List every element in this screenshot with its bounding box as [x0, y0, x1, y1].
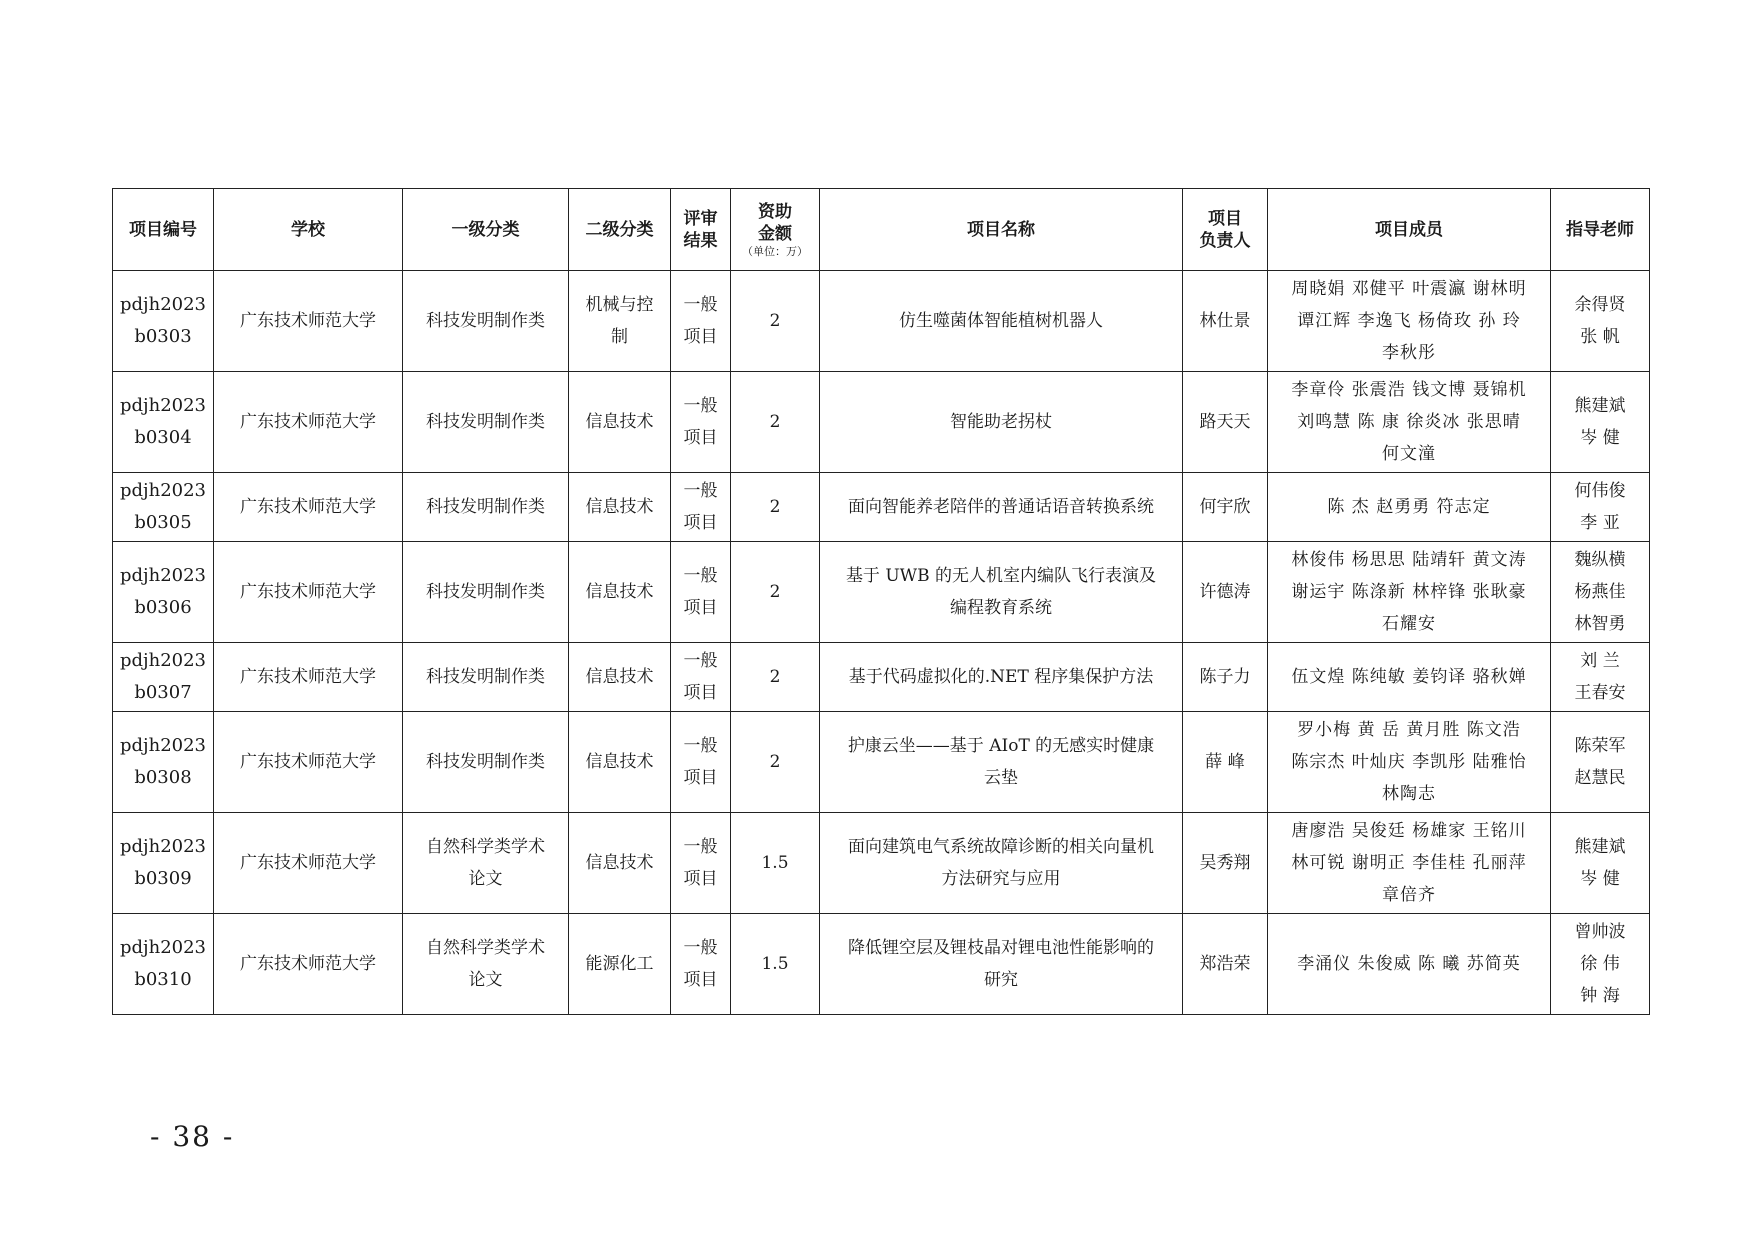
cell-amount: 2: [731, 712, 820, 813]
header-category1: 一级分类: [403, 189, 569, 271]
cell-code-line: pdjh2023: [119, 735, 207, 756]
cell-school: 广东技术师范大学: [214, 712, 403, 813]
cell-advisors-line: 余得贤: [1574, 295, 1626, 315]
cell-result: [671, 473, 731, 542]
cell-result: [671, 271, 731, 372]
cell-category1: [403, 542, 569, 643]
cell-code-line: b0303: [134, 326, 192, 347]
cell-category1: [403, 712, 569, 813]
cell-project-name-line: 编程教育系统: [950, 598, 1052, 618]
cell-members-line: 林可锐 谢明正 李佳桂 孔丽萍: [1291, 853, 1527, 873]
cell-advisors-line: 钟 海: [1580, 986, 1620, 1006]
cell-members-line: 李秋彤: [1382, 343, 1436, 363]
cell-project-name: [820, 813, 1183, 914]
header-code: 项目编号: [113, 189, 214, 271]
cell-project-name-line: 方法研究与应用: [941, 869, 1061, 889]
cell-members-line: 罗小梅 黄 岳 黄月胜 陈文浩: [1297, 720, 1521, 740]
cell-advisors: [1551, 542, 1650, 643]
cell-project-name-line: 面向智能养老陪伴的普通话语音转换系统: [848, 497, 1154, 517]
page-number: - 38 -: [150, 1120, 235, 1153]
cell-school: 广东技术师范大学: [214, 473, 403, 542]
header-leader-line: 负责人: [1199, 230, 1251, 251]
cell-members-line: 林陶志: [1382, 784, 1436, 804]
cell-category2-line: 制: [611, 327, 628, 347]
cell-advisors: [1551, 473, 1650, 542]
cell-members-line: 刘鸣慧 陈 康 徐炎冰 张思晴: [1297, 412, 1521, 432]
cell-code-line: b0304: [134, 427, 192, 448]
cell-leader: 吴秀翔: [1183, 813, 1268, 914]
header-name: 项目名称: [820, 189, 1183, 271]
cell-category2-line: 信息技术: [585, 497, 654, 517]
cell-members: [1268, 473, 1551, 542]
cell-category1-line: 科技发明制作类: [426, 667, 545, 687]
cell-result-line: 项目: [683, 869, 718, 889]
header-result-line: 结果: [683, 230, 718, 251]
cell-members-line: 周晓娟 邓健平 叶震瀛 谢林明: [1291, 279, 1527, 299]
cell-school: 广东技术师范大学: [214, 271, 403, 372]
cell-category1-line: 科技发明制作类: [426, 412, 545, 432]
table-row: [113, 712, 1650, 813]
table-row: [113, 271, 1650, 372]
cell-members: [1268, 643, 1551, 712]
header-school: 学校: [214, 189, 403, 271]
cell-category2: [569, 712, 671, 813]
cell-advisors-line: 王春安: [1574, 683, 1626, 703]
cell-members-line: 李章伶 张震浩 钱文博 聂锦机: [1291, 380, 1527, 400]
table-row: [113, 473, 1650, 542]
cell-advisors-line: 何伟俊: [1574, 481, 1626, 501]
cell-project-name: [820, 643, 1183, 712]
cell-category1-line: 自然科学类学术: [426, 837, 545, 857]
cell-result-line: 一般: [683, 566, 718, 586]
cell-project-name-line: 基于代码虚拟化的.NET 程序集保护方法: [848, 667, 1154, 687]
cell-category2-line: 信息技术: [585, 752, 654, 772]
cell-result-line: 项目: [683, 970, 718, 990]
cell-code: [113, 271, 214, 372]
cell-advisors: [1551, 643, 1650, 712]
cell-category1: [403, 914, 569, 1015]
cell-project-name-line: 护康云坐——基于 AIoT 的无感实时健康: [847, 736, 1155, 756]
cell-amount: 2: [731, 271, 820, 372]
cell-school: 广东技术师范大学: [214, 813, 403, 914]
header-result-line: 评审: [683, 208, 718, 229]
project-table: [112, 188, 1650, 1015]
cell-code-line: pdjh2023: [119, 836, 207, 857]
cell-advisors: [1551, 712, 1650, 813]
cell-leader: 陈子力: [1183, 643, 1268, 712]
cell-code: [113, 914, 214, 1015]
cell-result-line: 项目: [683, 598, 718, 618]
cell-leader: 何宇欣: [1183, 473, 1268, 542]
cell-members: [1268, 813, 1551, 914]
cell-advisors-line: 魏纵横: [1574, 550, 1626, 570]
cell-code-line: b0305: [134, 512, 192, 533]
cell-members: [1268, 372, 1551, 473]
cell-advisors-line: 徐 伟: [1580, 954, 1620, 974]
cell-category1: [403, 473, 569, 542]
cell-advisors-line: 张 帆: [1580, 327, 1620, 347]
cell-amount: 1.5: [731, 914, 820, 1015]
cell-project-name: [820, 271, 1183, 372]
cell-category1-line: 科技发明制作类: [426, 582, 545, 602]
cell-project-name-line: 面向建筑电气系统故障诊断的相关向量机: [848, 837, 1154, 857]
cell-category2: [569, 473, 671, 542]
cell-code-line: pdjh2023: [119, 294, 207, 315]
cell-category2: [569, 914, 671, 1015]
cell-category2-line: 信息技术: [585, 412, 654, 432]
cell-members-line: 谢运宇 陈涤新 林梓锋 张耿豪: [1291, 582, 1527, 602]
cell-advisors: [1551, 372, 1650, 473]
cell-advisors-line: 赵慧民: [1574, 768, 1626, 788]
cell-advisors: [1551, 914, 1650, 1015]
header-amount: [731, 189, 820, 271]
cell-school: 广东技术师范大学: [214, 372, 403, 473]
header-members: 项目成员: [1268, 189, 1551, 271]
cell-category2-line: 信息技术: [585, 667, 654, 687]
cell-result-line: 一般: [683, 938, 718, 958]
cell-advisors-line: 陈荣军: [1574, 736, 1626, 756]
cell-members-line: 陈 杰 赵勇勇 符志定: [1327, 497, 1491, 517]
cell-members: [1268, 914, 1551, 1015]
cell-members-line: 唐廖浩 吴俊廷 杨雄家 王铭川: [1291, 821, 1527, 841]
cell-leader: 许德涛: [1183, 542, 1268, 643]
cell-code: [113, 712, 214, 813]
cell-result: [671, 712, 731, 813]
header-amount-unit: （单位：万）: [742, 244, 808, 258]
cell-category1-line: 论文: [468, 869, 503, 889]
header-leader: [1183, 189, 1268, 271]
cell-members-line: 陈宗杰 叶灿庆 李凯彤 陆雅怡: [1291, 752, 1527, 772]
table-row: [113, 643, 1650, 712]
cell-code: [113, 542, 214, 643]
cell-category1: [403, 372, 569, 473]
cell-code-line: b0309: [134, 868, 192, 889]
cell-result: [671, 813, 731, 914]
cell-code-line: b0307: [134, 682, 192, 703]
cell-category2-line: 机械与控: [585, 295, 654, 315]
header-category2: 二级分类: [569, 189, 671, 271]
cell-advisors-line: 林智勇: [1574, 614, 1626, 634]
cell-category2-line: 能源化工: [585, 954, 654, 974]
cell-category1: [403, 813, 569, 914]
cell-code: [113, 813, 214, 914]
cell-advisors-line: 刘 兰: [1580, 651, 1620, 671]
cell-code-line: pdjh2023: [119, 650, 207, 671]
cell-result: [671, 643, 731, 712]
cell-category1: [403, 643, 569, 712]
cell-members-line: 伍文煌 陈纯敏 姜钧译 骆秋婵: [1291, 667, 1527, 687]
cell-members: [1268, 271, 1551, 372]
cell-result: [671, 542, 731, 643]
cell-category1-line: 论文: [468, 970, 503, 990]
cell-result-line: 项目: [683, 683, 718, 703]
cell-category1-line: 科技发明制作类: [426, 497, 545, 517]
cell-members-line: 林俊伟 杨思思 陆靖轩 黄文涛: [1291, 550, 1527, 570]
cell-result: [671, 914, 731, 1015]
header-amount-line: 金额: [758, 223, 792, 244]
cell-result-line: 项目: [683, 428, 718, 448]
cell-amount: 2: [731, 372, 820, 473]
cell-category1-line: 科技发明制作类: [426, 752, 545, 772]
cell-code-line: pdjh2023: [119, 937, 207, 958]
cell-category1: [403, 271, 569, 372]
cell-result-line: 项目: [683, 513, 718, 533]
cell-members: [1268, 712, 1551, 813]
cell-leader: 路天天: [1183, 372, 1268, 473]
cell-school: 广东技术师范大学: [214, 643, 403, 712]
cell-project-name-line: 研究: [984, 970, 1018, 990]
cell-code: [113, 473, 214, 542]
header-amount-line: 资助: [758, 201, 792, 222]
cell-members-line: 李涌仪 朱俊威 陈 曦 苏简英: [1297, 954, 1521, 974]
cell-amount: 2: [731, 643, 820, 712]
cell-project-name: [820, 542, 1183, 643]
cell-project-name-line: 基于 UWB 的无人机室内编队飞行表演及: [845, 566, 1157, 586]
cell-project-name-line: 仿生噬菌体智能植树机器人: [899, 311, 1103, 331]
header-advisors: 指导老师: [1551, 189, 1650, 271]
cell-members-line: 谭江辉 李逸飞 杨倚玫 孙 玲: [1297, 311, 1521, 331]
cell-category2: [569, 271, 671, 372]
cell-category2-line: 信息技术: [585, 853, 654, 873]
cell-code-line: b0306: [134, 597, 192, 618]
header-result: [671, 189, 731, 271]
cell-code-line: b0308: [134, 767, 192, 788]
cell-project-name: [820, 473, 1183, 542]
cell-category1-line: 自然科学类学术: [426, 938, 545, 958]
cell-project-name: [820, 372, 1183, 473]
cell-advisors-line: 岑 健: [1580, 428, 1620, 448]
cell-members-line: 章倍齐: [1382, 885, 1436, 905]
cell-category2: [569, 643, 671, 712]
cell-leader: 郑浩荣: [1183, 914, 1268, 1015]
cell-code-line: pdjh2023: [119, 565, 207, 586]
table-body: [113, 271, 1650, 1015]
cell-result-line: 一般: [683, 736, 718, 756]
cell-school: 广东技术师范大学: [214, 542, 403, 643]
cell-leader: 林仕景: [1183, 271, 1268, 372]
cell-result-line: 一般: [683, 295, 718, 315]
cell-amount: 1.5: [731, 813, 820, 914]
cell-leader: 薛 峰: [1183, 712, 1268, 813]
cell-members: [1268, 542, 1551, 643]
cell-project-name-line: 降低锂空层及锂枝晶对锂电池性能影响的: [848, 938, 1154, 958]
table-row: [113, 372, 1650, 473]
cell-project-name-line: 智能助老拐杖: [950, 412, 1052, 432]
cell-category2: [569, 813, 671, 914]
cell-advisors-line: 曾帅波: [1574, 922, 1626, 942]
table-row: [113, 914, 1650, 1015]
cell-advisors-line: 岑 健: [1580, 869, 1620, 889]
cell-advisors: [1551, 271, 1650, 372]
table-row: [113, 813, 1650, 914]
cell-code: [113, 372, 214, 473]
cell-amount: 2: [731, 473, 820, 542]
cell-advisors-line: 杨燕佳: [1574, 582, 1626, 602]
cell-project-name: [820, 914, 1183, 1015]
table-header-row: [113, 189, 1650, 271]
cell-amount: 2: [731, 542, 820, 643]
cell-code: [113, 643, 214, 712]
cell-result-line: 项目: [683, 768, 718, 788]
cell-advisors-line: 熊建斌: [1574, 837, 1626, 857]
cell-result-line: 项目: [683, 327, 718, 347]
cell-advisors: [1551, 813, 1650, 914]
cell-school: 广东技术师范大学: [214, 914, 403, 1015]
cell-category2: [569, 372, 671, 473]
cell-advisors-line: 熊建斌: [1574, 396, 1626, 416]
cell-project-name-line: 云垫: [984, 768, 1018, 788]
cell-project-name: [820, 712, 1183, 813]
header-leader-line: 项目: [1208, 208, 1242, 229]
cell-result: [671, 372, 731, 473]
cell-result-line: 一般: [683, 651, 718, 671]
cell-result-line: 一般: [683, 396, 718, 416]
cell-code-line: b0310: [134, 969, 192, 990]
cell-advisors-line: 李 亚: [1580, 513, 1620, 533]
table-row: [113, 542, 1650, 643]
cell-category2-line: 信息技术: [585, 582, 654, 602]
cell-result-line: 一般: [683, 481, 718, 501]
cell-code-line: pdjh2023: [119, 395, 207, 416]
cell-code-line: pdjh2023: [119, 480, 207, 501]
cell-result-line: 一般: [683, 837, 718, 857]
cell-members-line: 何文潼: [1382, 444, 1436, 464]
cell-category1-line: 科技发明制作类: [426, 311, 545, 331]
cell-members-line: 石耀安: [1382, 614, 1436, 634]
cell-category2: [569, 542, 671, 643]
